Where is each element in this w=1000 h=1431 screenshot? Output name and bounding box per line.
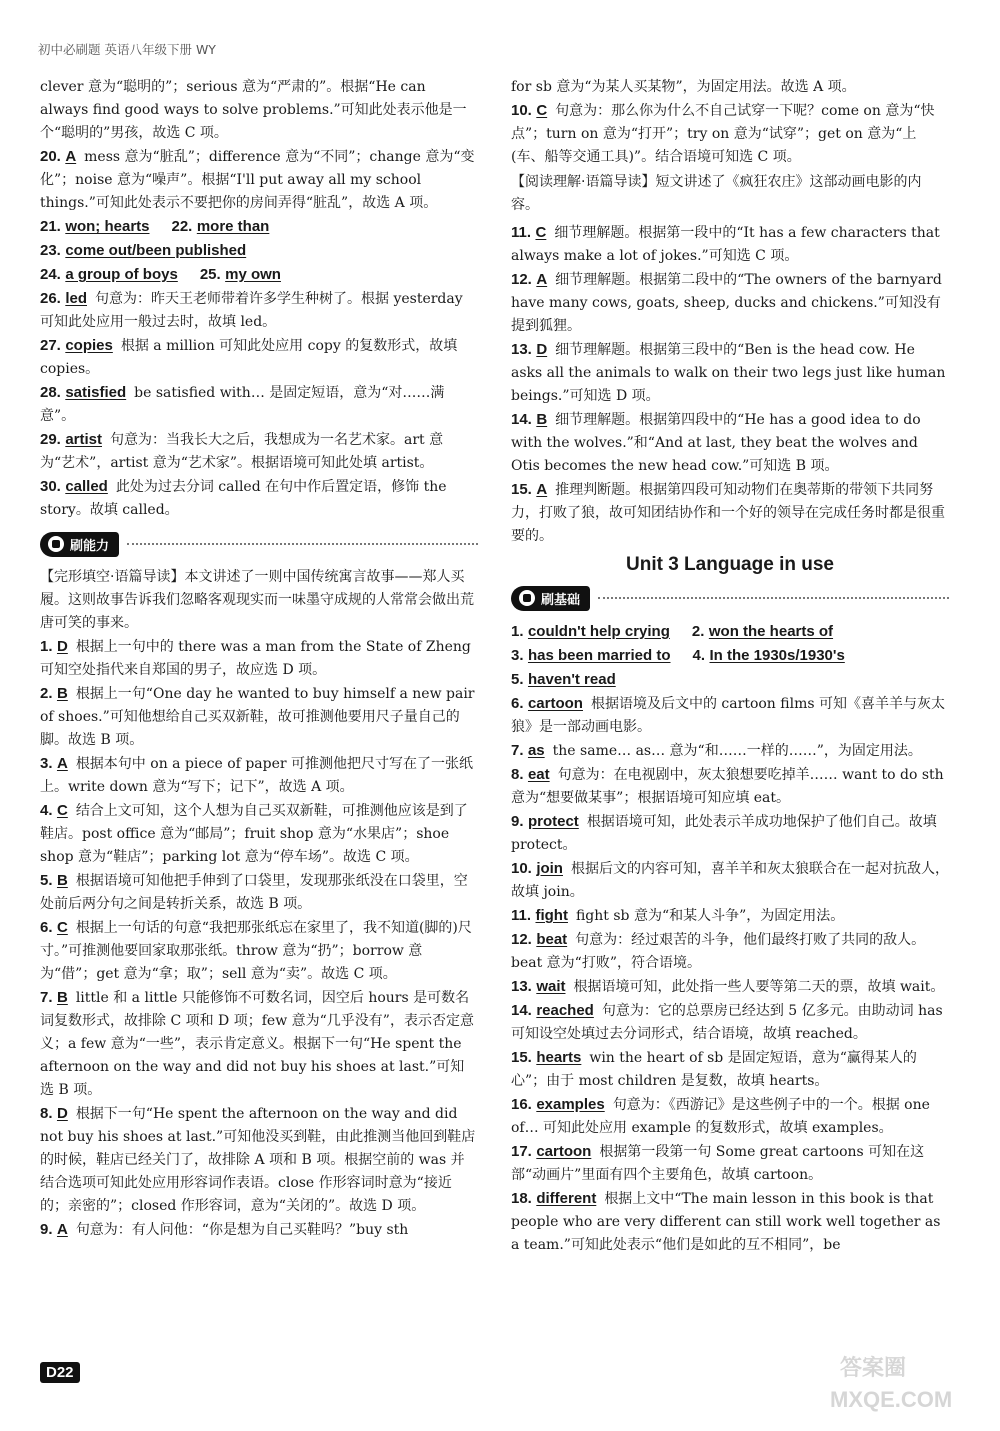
item-explanation: 句意为：那么你为什么不自己试穿一下呢？come on 意为“快点”；turn on 意为“打开”；try on 意为“试穿”；get on 意为“上(车、船等交通工具)”。结合语境可知选 C 项。 <box>511 103 935 165</box>
item-number: 10. <box>511 102 532 119</box>
item-explanation: clever 意为“聪明的”；serious 意为“严肃的”。根据“He can always find good ways to solve problems.”可知此处表示他是一个“聪明的”男孩，故选 C 项。 <box>40 79 467 141</box>
answer-item <box>511 1046 949 1093</box>
item-answer: artist <box>65 431 102 448</box>
item-answer: C <box>535 224 547 241</box>
item-number: 11. <box>511 224 532 241</box>
section-label: 刷基础 <box>541 592 581 608</box>
item-number: 4. <box>692 647 706 664</box>
item-number: 3. <box>511 647 524 664</box>
item-number: 13. <box>511 341 532 358</box>
item-number: 10. <box>511 860 532 877</box>
fill-item <box>511 668 949 692</box>
item-explanation: 根据上文中“The main lesson in this book is that people who are very different can still work well together as a team.”可知此处表示“他们是如此的互不相同”，be <box>511 1191 941 1253</box>
item-explanation: 此处为过去分词 called 在句中作后置定语，修饰 the story。故填 called。 <box>40 479 447 518</box>
item-answer: satisfied <box>65 384 127 401</box>
answer-item <box>40 682 478 752</box>
item-answer: fight <box>535 907 568 924</box>
item-answer: led <box>65 290 87 307</box>
item-number: 7. <box>511 742 524 759</box>
answer-item <box>511 739 949 763</box>
answer-item <box>511 478 949 548</box>
item-number: 6. <box>40 919 53 936</box>
item-number: 1. <box>511 623 524 640</box>
item-answer: A <box>536 481 548 498</box>
item-number: 15. <box>511 481 532 498</box>
item-number: 2. <box>40 685 53 702</box>
item-explanation: 根据上一句话的句意“我把那张纸忘在家里了，我不知道(脚的)尺寸。”可推测他要回家取那张纸。throw 意为“扔”；borrow 意为“借”；get 意为“拿；取”；sell 意为“卖”。故选 C 项。 <box>40 920 472 982</box>
watermark-line1: 答案圈 <box>840 1355 907 1380</box>
answer-item <box>40 1102 478 1218</box>
answer-item <box>40 145 478 215</box>
item-explanation: be satisfied with… 是固定短语，意为“对……满意”。 <box>40 385 445 424</box>
answer-item <box>511 763 949 810</box>
item-explanation: the same… as… 意为“和……一样的……”，为固定用法。 <box>552 743 922 759</box>
badge-icon <box>519 590 535 606</box>
item-explanation: 细节理解题。根据第四段中的“He has a good idea to do with the wolves.”和“And at last, they beat the wolves and Otis becomes the new head cow.”可知选 B 项。 <box>511 412 921 474</box>
badge-icon <box>48 536 64 552</box>
fill-item <box>40 215 478 239</box>
section-shua-nengli <box>40 530 478 558</box>
item-number: 25. <box>199 266 221 283</box>
item-answer: B <box>56 989 68 1006</box>
answer-item <box>511 999 949 1046</box>
item-explanation: 细节理解题。根据第二段中的“The owners of the barnyard have many cows, goats, sheep, ducks and chickens.”可知没有提到狐狸。 <box>511 272 942 334</box>
answer-item <box>511 975 949 999</box>
answer-item <box>511 1093 949 1140</box>
watermark-line2: MXQE.COM <box>830 1387 953 1412</box>
watermark-logo <box>820 1345 980 1415</box>
item-number: 17. <box>511 1143 532 1160</box>
answer-item <box>511 857 949 904</box>
item-answer: join <box>536 860 563 877</box>
item-answer: eat <box>527 766 550 783</box>
item-answer: protect <box>527 813 579 830</box>
item-number: 1. <box>40 638 53 655</box>
item-answer: copies <box>65 337 113 354</box>
section-label: 刷能力 <box>70 538 110 554</box>
item-explanation: 根据语境可知，此处表示羊成功地保护了他们自己。故填 protect。 <box>511 814 937 853</box>
answer-item <box>40 635 478 682</box>
answer-item <box>40 1218 478 1242</box>
answer-item <box>40 986 478 1102</box>
answer-item <box>40 475 478 522</box>
item-number: 14. <box>511 411 532 428</box>
item-explanation: 句意为：有人问他：“你是想为自己买鞋吗？”buy sth <box>75 1222 409 1238</box>
answer-item <box>511 99 949 169</box>
item-number: 27. <box>40 337 61 354</box>
left-column <box>40 76 478 1242</box>
unit-title: Unit 3 Language in use <box>626 554 834 575</box>
item-number: 13. <box>511 978 532 995</box>
item-answer: D <box>56 638 68 655</box>
item-explanation: fight sb 意为“和某人斗争”，为固定用法。 <box>575 908 845 924</box>
item-answer: wait <box>536 978 566 995</box>
item-answer: A <box>56 1221 68 1238</box>
item-number: 3. <box>40 755 53 772</box>
item-number: 22. <box>171 218 193 235</box>
item-explanation: 根据下一句“He spent the afternoon on the way and did not buy his shoes at last.”可知他没买到鞋，由此推测当他回到鞋店的时候，鞋店已经关门了，故排除 A 项和 B 项。根据空前的 was 并结合选项可知此处应用形容词作表语。close 作形容词时意为“接近的；亲密的”；closed 作形容词，意为“关闭的”。故选 D 项。 <box>40 1106 476 1214</box>
cloze-intro: 【完形填空·语篇导读】本文讲述了一则中国传统寓言故事——郑人买履。这则故事告诉我们忽略客观现实而一味墨守成规的人常常会做出荒唐可笑的事来。 <box>40 569 474 631</box>
item-answer: A <box>536 271 548 288</box>
answer-item <box>511 221 949 268</box>
item-explanation: 细节理解题。根据第一段中的“It has a few characters that always make a lot of jokes.”可知选 C 项。 <box>511 225 940 264</box>
answer-item <box>40 799 478 869</box>
answer-item <box>511 1187 949 1257</box>
item-explanation: mess 意为“脏乱”；difference 意为“不同”；change 意为“变化”；noise 意为“噪声”。根据“I'll put away all my school things.”可知此处表示不要把你的房间弄得“脏乱”，故选 A 项。 <box>40 149 475 211</box>
item-number: 14. <box>511 1002 532 1019</box>
item-explanation: 根据第一段第一句 Some great cartoons 可知在这部“动画片”里面有四个主要角色，故填 cartoon。 <box>511 1144 925 1183</box>
item-number: 29. <box>40 431 61 448</box>
item-answer: haven't read <box>527 671 616 688</box>
item-answer: has been married to <box>527 647 671 664</box>
answer-item <box>511 1140 949 1187</box>
answer-item <box>40 334 478 381</box>
item-number: 18. <box>511 1190 532 1207</box>
item-answer: B <box>56 685 68 702</box>
item-answer: D <box>536 341 548 358</box>
item-explanation: win the heart of sb 是固定短语，意为“赢得某人的心”；由于 most children 是复数，故填 hearts。 <box>511 1050 917 1089</box>
item-answer: more than <box>196 218 270 235</box>
item-answer: In the 1930s/1930's <box>709 647 845 664</box>
item-answer: won the hearts of <box>708 623 834 640</box>
item-explanation: 句意为：当我长大之后，我想成为一名艺术家。art 意为“艺术”，artist 意为“艺术家”。根据语境可知此处填 artist。 <box>40 432 444 471</box>
item-answer: beat <box>536 931 568 948</box>
answer-item <box>511 76 949 99</box>
answer-item <box>40 287 478 334</box>
item-explanation: 根据 a million 可知此处应用 copy 的复数形式，故填 copies。 <box>40 338 458 377</box>
page-header: 初中必刷题 英语八年级下册 WY <box>38 42 216 57</box>
item-number: 11. <box>511 907 532 924</box>
item-number: 9. <box>511 813 524 830</box>
item-explanation: 推理判断题。根据第四段可知动物们在奥蒂斯的带领下共同努力，打败了狼，故可知团结协作和一个好的领导在完成任务时都是很重要的。 <box>511 482 945 544</box>
item-answer: C <box>56 802 68 819</box>
answer-item <box>40 752 478 799</box>
answer-item <box>511 928 949 975</box>
item-answer: B <box>56 872 68 889</box>
item-explanation: 句意为：在电视剧中，灰太狼想要吃掉羊…… want to do sth 意为“想要做某事”；根据语境可知应填 eat。 <box>511 767 944 806</box>
item-answer: cartoon <box>536 1143 592 1160</box>
answer-item <box>511 692 949 739</box>
item-answer: my own <box>225 266 281 283</box>
answer-item <box>40 76 478 145</box>
item-number: 23. <box>40 242 61 259</box>
item-number: 12. <box>511 931 532 948</box>
answer-item <box>511 810 949 857</box>
answer-item <box>511 338 949 408</box>
item-explanation: 细节理解题。根据第三段中的“Ben is the head cow. He asks all the animals to walk on their two legs just like human beings.”可知选 D 项。 <box>511 342 946 404</box>
item-explanation: 结合上文可知，这个人想为自己买双新鞋，可推测他应该是到了鞋店。post office 意为“邮局”；fruit shop 意为“水果店”；shoe shop 意为“鞋店”；parking lot 意为“停车场”。故选 C 项。 <box>40 803 468 865</box>
item-explanation: 根据上一句“One day he wanted to buy himself a new pair of shoes.”可知他想给自己买双新鞋，故可推测他要用尺子量自己的脚。故选 B 项。 <box>40 686 475 748</box>
item-answer: C <box>56 919 68 936</box>
item-answer: called <box>65 478 108 495</box>
item-answer: A <box>65 148 77 165</box>
fill-item <box>40 239 478 263</box>
item-answer: hearts <box>536 1049 582 1066</box>
item-answer: C <box>536 102 548 119</box>
item-answer: come out/been published <box>65 242 247 259</box>
item-number: 16. <box>511 1096 532 1113</box>
dotted-divider <box>598 597 949 599</box>
item-explanation: 句意为：它的总票房已经达到 5 亿多元。由助动词 has 可知设空处填过去分词形式，结合语境，故填 reached。 <box>511 1003 943 1042</box>
item-number: 24. <box>40 266 61 283</box>
item-explanation: 句意为：《西游记》是这些例子中的一个。根据 one of… 可知此处应用 example 的复数形式，故填 examples。 <box>511 1097 930 1136</box>
item-number: 5. <box>511 671 524 688</box>
item-number: 8. <box>511 766 524 783</box>
answer-item <box>511 904 949 928</box>
item-explanation: for sb 意为“为某人买某物”，为固定用法。故选 A 项。 <box>511 79 856 95</box>
answer-item <box>511 408 949 478</box>
item-answer: B <box>536 411 548 428</box>
answer-item <box>40 381 478 428</box>
item-number: 21. <box>40 218 61 235</box>
item-answer: examples <box>536 1096 605 1113</box>
item-number: 6. <box>511 695 524 712</box>
item-number: 28. <box>40 384 61 401</box>
item-answer: cartoon <box>527 695 583 712</box>
item-explanation: 根据语境可知他把手伸到了口袋里，发现那张纸没在口袋里，空处前后两分句之间是转折关系，故选 B 项。 <box>40 873 468 912</box>
item-answer: a group of boys <box>65 266 178 283</box>
item-answer: A <box>56 755 68 772</box>
item-explanation: little 和 a little 只能修饰不可数名词，因空后 hours 是可数名词复数形式，故排除 C 项和 D 项；few 意为“几乎没有”，表示否定意义；a few 意为“一些”，表示肯定意义。根据下一句“He spent the afternoon on the way and did not buy his shoes at last.”可知选 B 项。 <box>40 990 474 1098</box>
section-shua-jichu <box>511 584 949 612</box>
item-explanation: 根据语境可知，此处指一些人要等第二天的票，故填 wait。 <box>573 979 945 995</box>
item-number: 15. <box>511 1049 532 1066</box>
item-number: 20. <box>40 148 61 165</box>
item-answer: reached <box>536 1002 594 1019</box>
item-explanation: 句意为：昨天王老师带着许多学生种树了。根据 yesterday 可知此处应用一般过去时，故填 led。 <box>40 291 463 330</box>
dotted-divider <box>127 543 478 545</box>
answer-item <box>40 428 478 475</box>
fill-item <box>511 644 949 668</box>
item-number: 7. <box>40 989 53 1006</box>
item-answer: won; hearts <box>65 218 150 235</box>
item-number: 26. <box>40 290 61 307</box>
fill-item <box>511 620 949 644</box>
item-explanation: 根据上一句中的 there was a man from the State of Zheng 可知空处指代来自郑国的男子，故应选 D 项。 <box>40 639 471 678</box>
reading-intro: 【阅读理解·语篇导读】短文讲述了《疯狂农庄》这部动画电影的内容。 <box>511 174 922 213</box>
item-number: 9. <box>40 1221 53 1238</box>
item-number: 12. <box>511 271 532 288</box>
item-explanation: 根据语境及后文中的 cartoon films 可知《喜羊羊与灰太狼》是一部动画电影。 <box>511 696 945 735</box>
answer-item <box>40 916 478 986</box>
item-explanation: 句意为：经过艰苦的斗争，他们最终打败了共同的敌人。beat 意为“打败”，符合语境。 <box>511 932 926 971</box>
item-answer: different <box>536 1190 597 1207</box>
item-number: 2. <box>691 623 705 640</box>
item-answer: as <box>527 742 545 759</box>
right-column <box>511 76 949 1257</box>
fill-item <box>40 263 478 287</box>
answer-item <box>511 268 949 338</box>
item-number: 4. <box>40 802 53 819</box>
item-number: 30. <box>40 478 61 495</box>
page-number: D22 <box>40 1362 80 1383</box>
item-number: 5. <box>40 872 53 889</box>
answer-item <box>40 869 478 916</box>
item-explanation: 根据后文的内容可知，喜羊羊和灰太狼联合在一起对抗敌人，故填 join。 <box>511 861 949 900</box>
item-answer: couldn't help crying <box>527 623 670 640</box>
item-explanation: 根据本句中 on a piece of paper 可推测他把尺寸写在了一张纸上。write down 意为“写下；记下”，故选 A 项。 <box>40 756 474 795</box>
item-number: 8. <box>40 1105 53 1122</box>
item-answer: D <box>56 1105 68 1122</box>
